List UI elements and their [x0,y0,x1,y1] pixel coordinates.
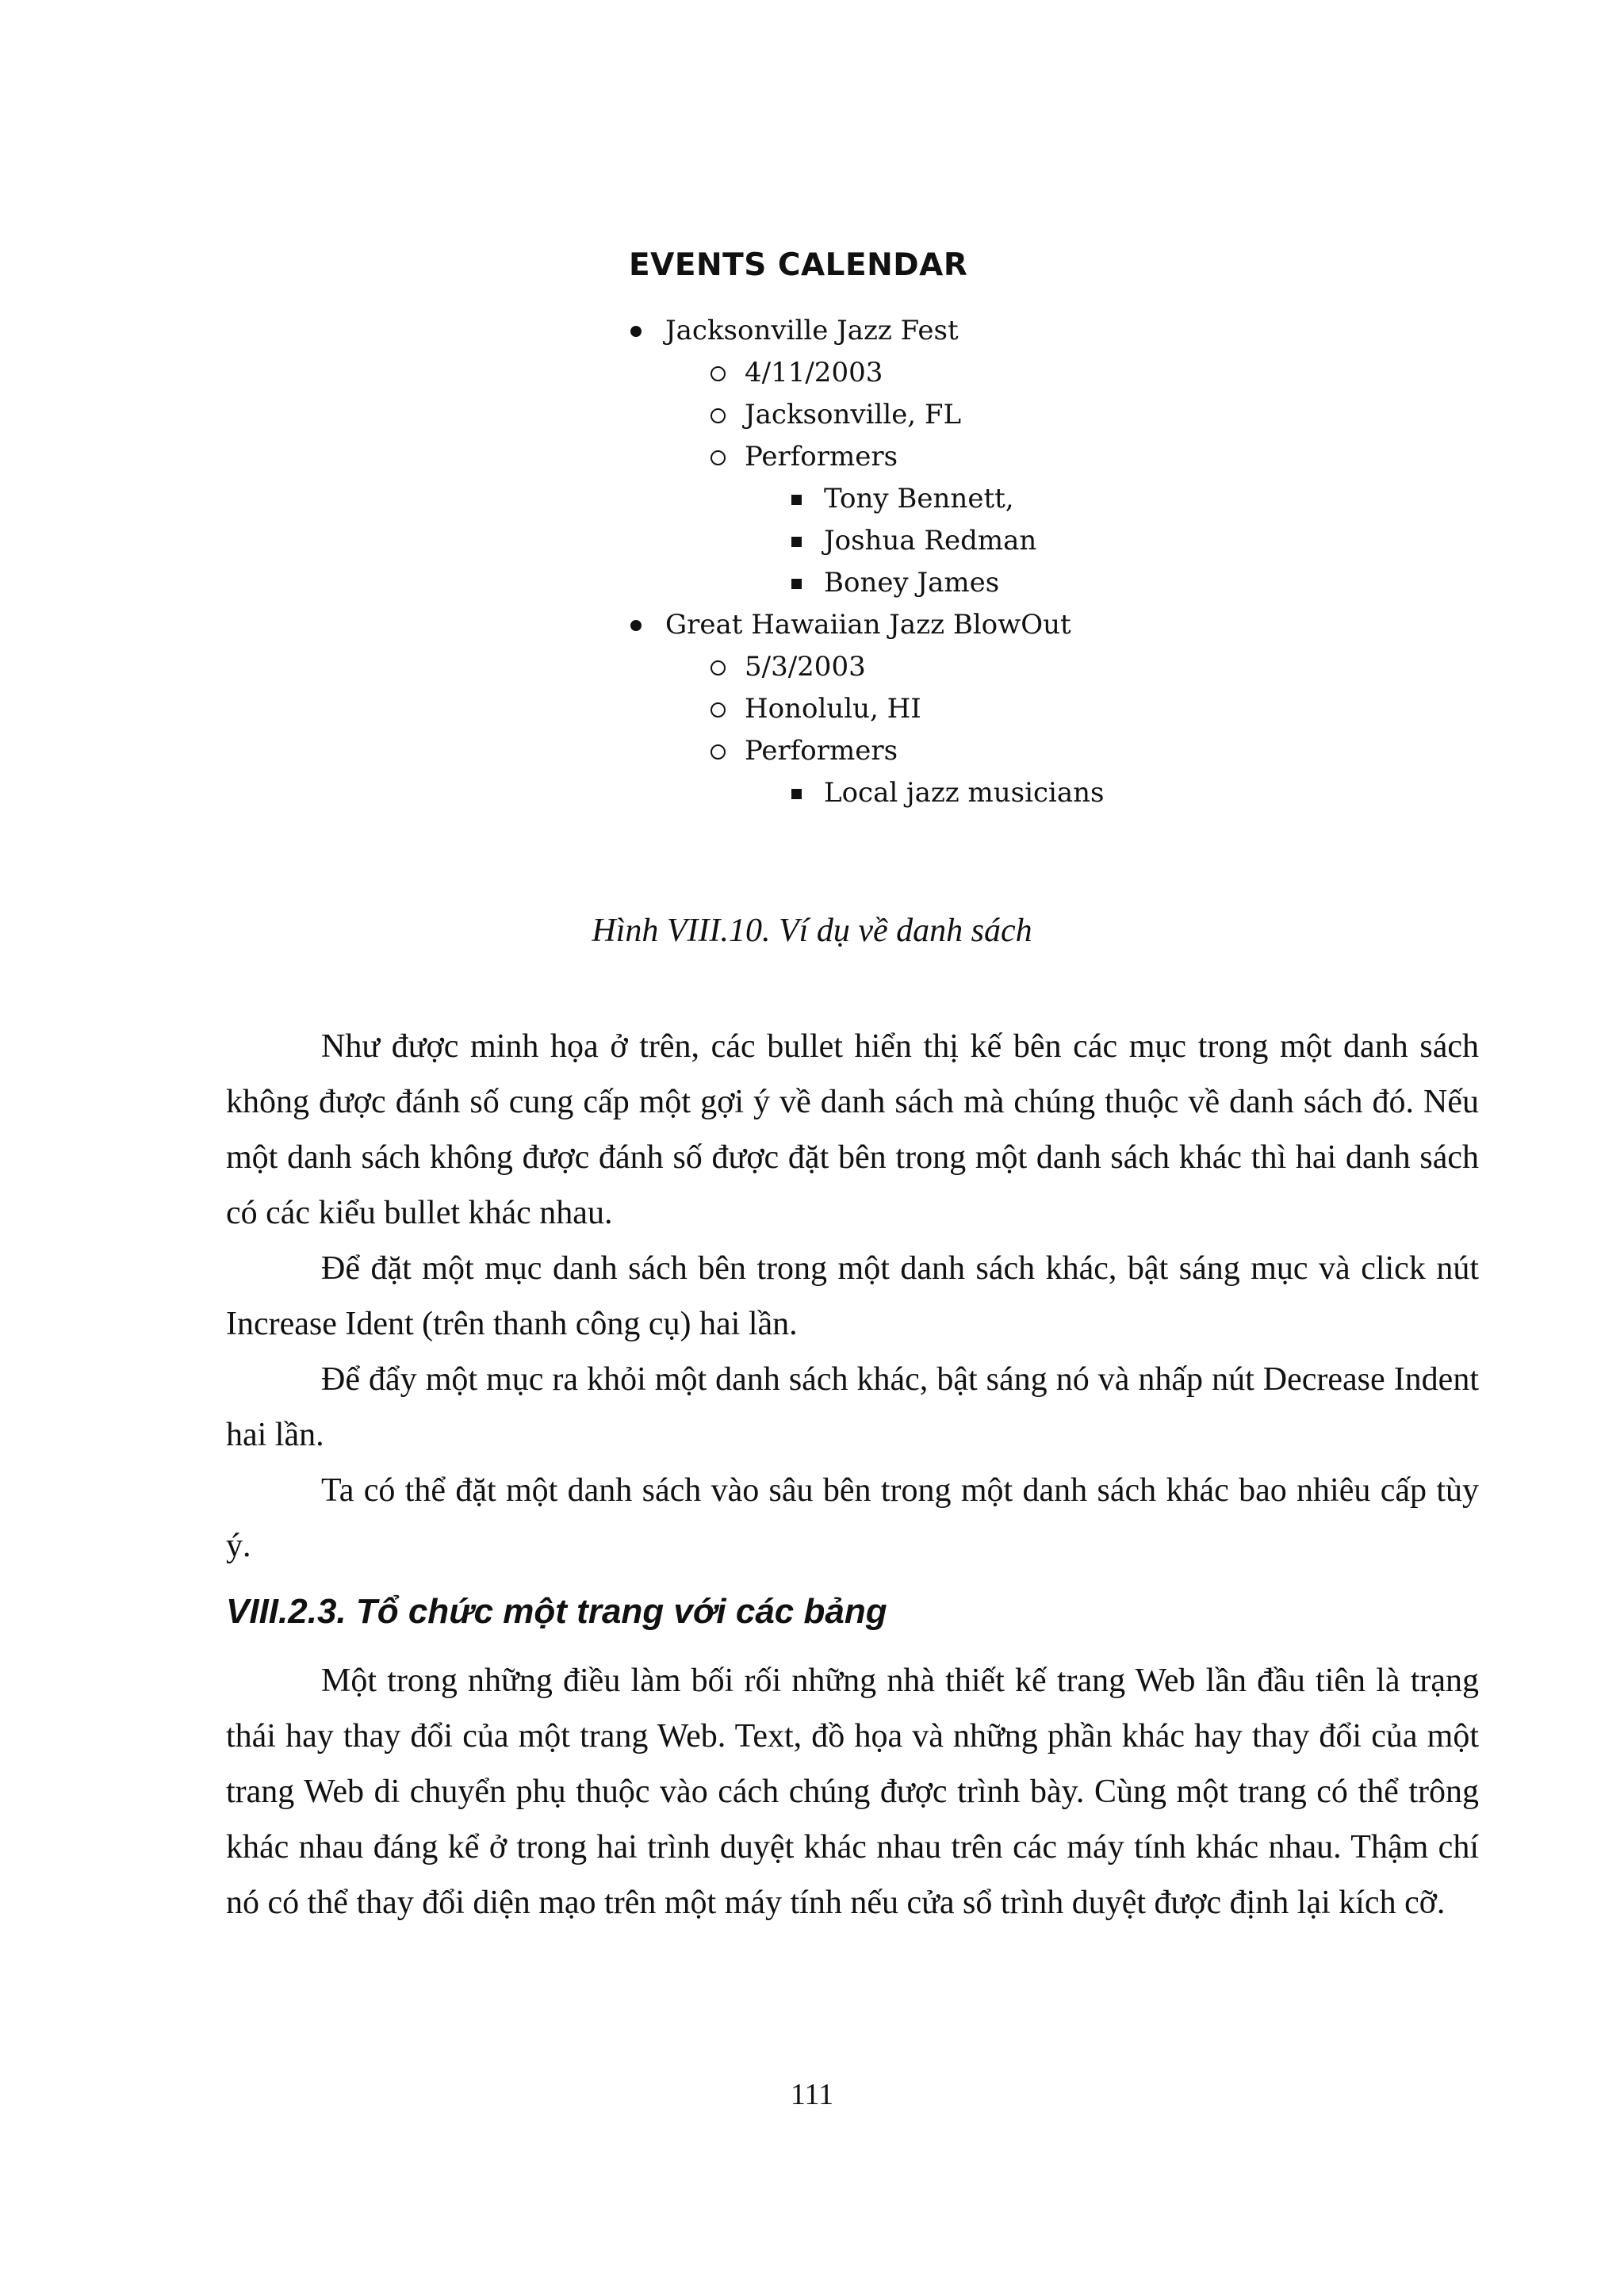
square-bullet-icon [791,789,802,799]
paragraph: Để đẩy một mục ra khỏi một danh sách khác, bật sáng nó và nhấp nút Decrease Indent hai lần. [226,1361,1479,1453]
list-item: 5/3/2003 [629,646,1342,688]
event-list [629,310,1342,814]
section-heading: VIII.2.3. Tổ chức một trang với các bảng [226,1592,887,1631]
circle-bullet-icon [710,660,726,675]
list-item: Honolulu, HI [629,688,1342,730]
circle-bullet-icon [710,450,726,465]
list-item: Performers [629,436,1342,478]
circle-bullet-icon [710,744,726,760]
list-item: Jacksonville, FL [629,394,1342,436]
paragraph: Như được minh họa ở trên, các bullet hiển thị kế bên các mục trong một danh sách không được đánh số cung cấp một gợi ý về danh sách mà chúng thuộc về danh sách đó. Nếu một danh sách không được đánh số được đặt bên trong một danh sách khác thì hai danh sách có các kiểu bullet khác nhau. [226,1028,1479,1231]
list-item: Great Hawaiian Jazz BlowOut [629,604,1342,646]
paragraph: Để đặt một mục danh sách bên trong một danh sách khác, bật sáng mục và click nút Increase Ident (trên thanh công cụ) hai lần. [226,1250,1479,1342]
figure-caption: Hình VIII.10. Ví dụ về danh sách [592,913,1032,949]
square-bullet-icon [791,537,802,547]
square-bullet-icon [791,495,802,505]
circle-bullet-icon [710,702,726,718]
list-item: Tony Bennett, [629,478,1342,520]
list-item: Joshua Redman [629,520,1342,562]
list-item: Performers [629,730,1342,772]
disc-bullet-icon [630,326,642,337]
paragraph: Một trong những điều làm bối rối những nhà thiết kế trang Web lần đầu tiên là trạng thái hay thay đổi của một trang Web. Text, đồ họa và những phần khác hay thay đổi của một trang Web di chuyển phụ thuộc vào cách chúng được trình bày. Cùng một trang có thể trông khác nhau đáng kể ở trong hai trình duyệt khác nhau trên các máy tính khác nhau. Thậm chí nó có thể thay đổi diện mạo trên một máy tính nếu cửa sổ trình duyệt được định lại kích cỡ. [226,1663,1479,1921]
events-calendar-figure [629,247,1342,814]
list-item: Jacksonville Jazz Fest [629,310,1342,352]
paragraph: Ta có thể đặt một danh sách vào sâu bên trong một danh sách khác bao nhiêu cấp tùy ý. [226,1472,1479,1564]
disc-bullet-icon [630,620,642,631]
list-item: Local jazz musicians [629,772,1342,814]
circle-bullet-icon [710,366,726,381]
square-bullet-icon [791,579,802,589]
circle-bullet-icon [710,408,726,423]
page-number: 111 [790,2078,834,2111]
list-item: 4/11/2003 [629,352,1342,394]
list-item: Boney James [629,562,1342,604]
section-body-text [226,1653,1479,1931]
figure-title: EVENTS CALENDAR [629,247,968,283]
body-text [226,1019,1479,1574]
